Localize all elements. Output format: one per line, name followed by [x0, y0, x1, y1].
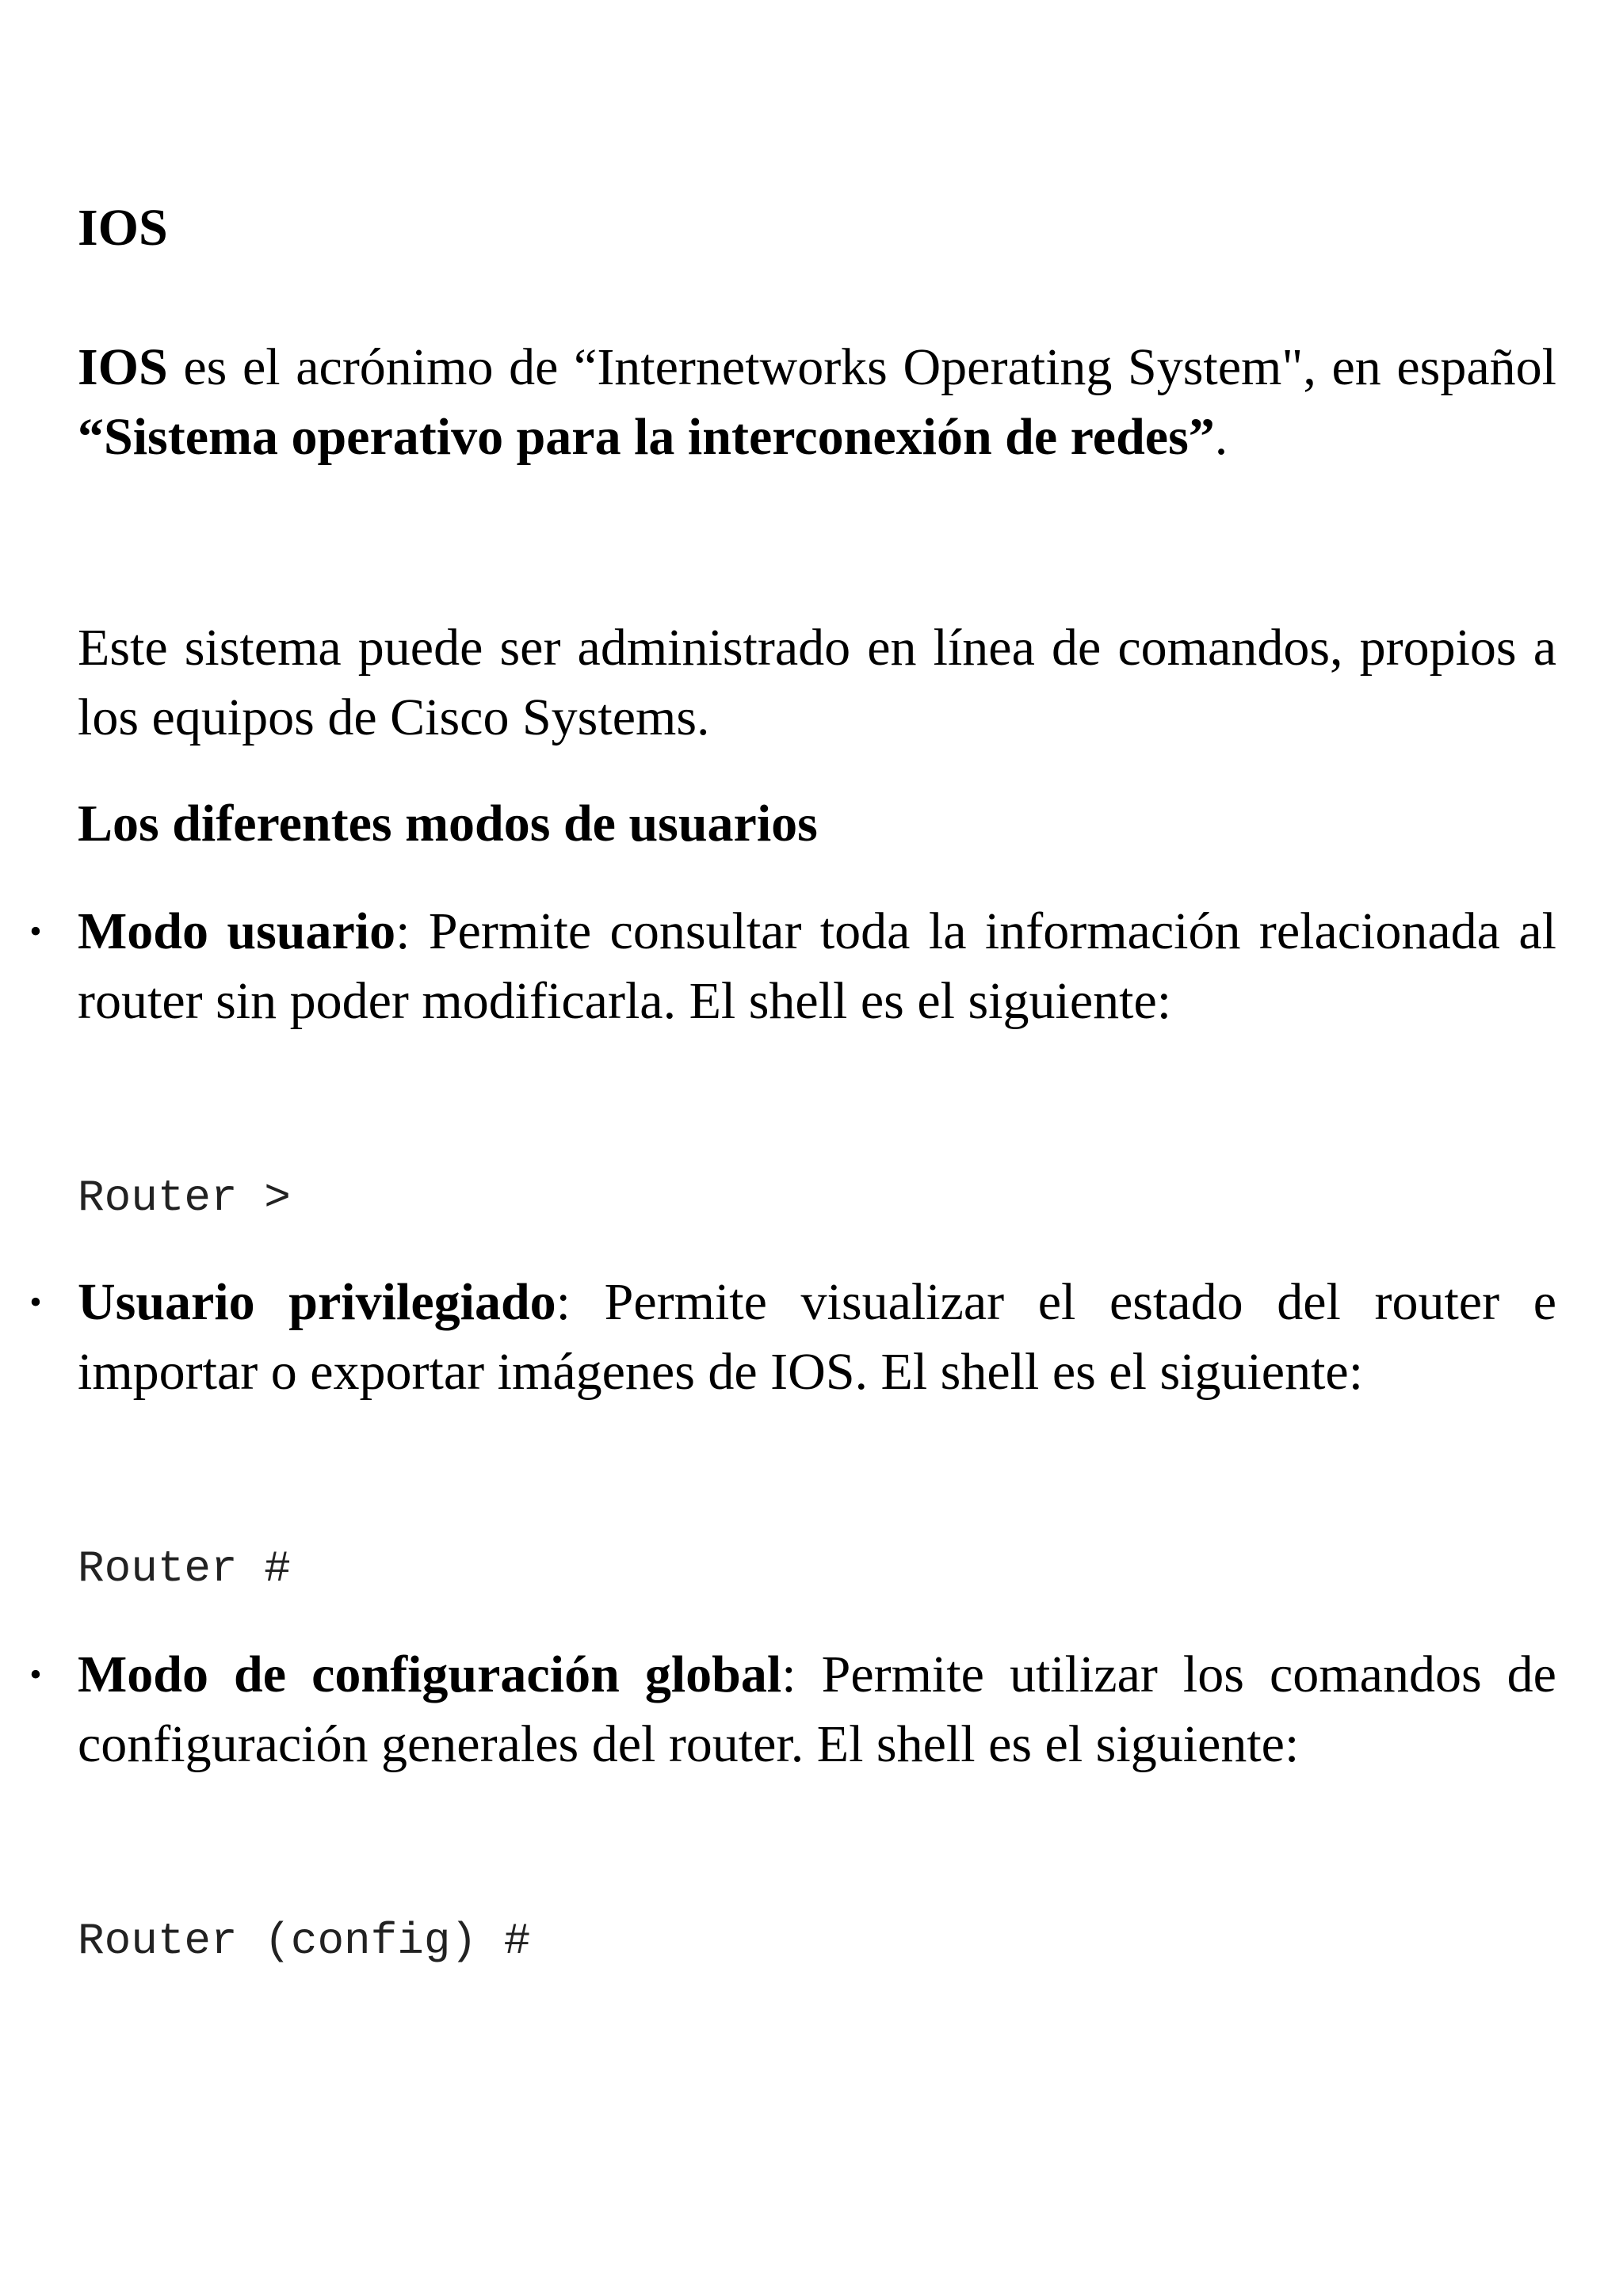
- mode-privileged-paragraph: [78, 1268, 1556, 1407]
- intro-paragraph: [78, 333, 1556, 472]
- bullet-mode-global-config: •: [29, 1655, 42, 1694]
- mode-global-config-text: : Permite utilizar los comandos de configuración generales del router. El shell es el siguiente:: [78, 1646, 1556, 1773]
- mode-global-config-name: Modo de configuración global: [78, 1646, 782, 1703]
- modes-heading: Los diferentes modos de usuarios: [78, 795, 818, 852]
- intro-text-end: .: [1214, 408, 1228, 466]
- shell-privileged-prompt: Router #: [78, 1543, 291, 1594]
- description-paragraph: Este sistema puede ser administrado en línea de comandos, propios a los equipos de Cisco Systems.: [78, 619, 1556, 746]
- intro-term: IOS: [78, 338, 168, 396]
- bullet-mode-privileged: •: [29, 1283, 42, 1322]
- bullet-mode-user: •: [29, 912, 42, 951]
- intro-translation: “Sistema operativo para la interconexión de redes”: [78, 408, 1215, 466]
- mode-privileged-name: Usuario privilegiado: [78, 1273, 556, 1331]
- mode-privileged-text: : Permite visualizar el estado del router e importar o exportar imágenes de IOS. El shell es el siguiente:: [78, 1273, 1556, 1401]
- page-title: IOS: [78, 199, 168, 257]
- mode-global-config-paragraph: [78, 1640, 1556, 1779]
- mode-user-paragraph: [78, 897, 1556, 1036]
- shell-user-prompt: Router >: [78, 1173, 291, 1223]
- mode-user-name: Modo usuario: [78, 902, 396, 960]
- shell-global-config-prompt: Router (config) #: [78, 1916, 531, 1966]
- intro-text: es el acrónimo de “Internetworks Operating System", en español: [167, 338, 1556, 396]
- mode-user-text: : Permite consultar toda la información relacionada al router sin poder modificarla. El shell es el siguiente:: [78, 902, 1556, 1030]
